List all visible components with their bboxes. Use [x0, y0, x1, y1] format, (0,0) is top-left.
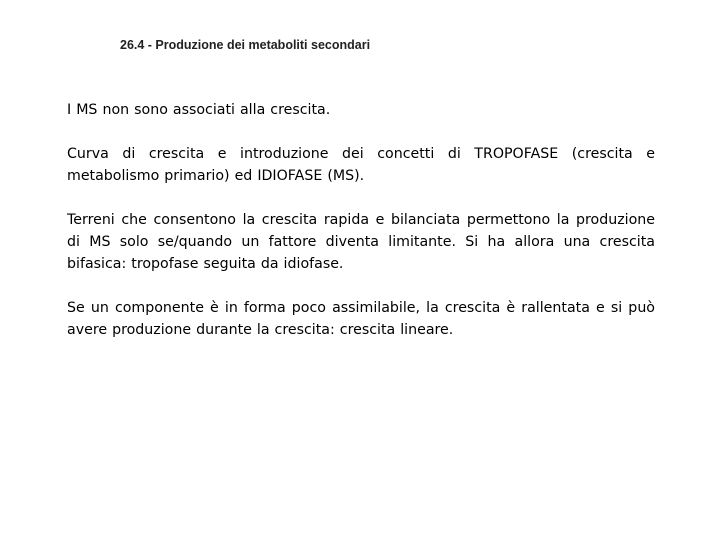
paragraph-ms-not-growth: I MS non sono associati alla crescita.: [67, 102, 331, 118]
paragraph-limiting-factor: Terreni che consentono la crescita rapida e bilanciata permettono la produzione di MS solo se/quando un fattore diventa limitante. Si ha allora una crescita bifasica: tropofase seguita da idiofase.: [67, 212, 655, 272]
slide-title: 26.4 - Produzione dei metaboliti secondari: [120, 38, 371, 52]
paragraph-linear-growth: Se un componente è in forma poco assimilabile, la crescita è rallentata e si può avere produzione durante la crescita: crescita lineare.: [67, 300, 655, 338]
paragraph-tropofase-idiofase: Curva di crescita e introduzione dei concetti di TROPOFASE (crescita e metabolismo primario) ed IDIOFASE (MS).: [67, 146, 655, 184]
slide-body: [67, 99, 655, 363]
